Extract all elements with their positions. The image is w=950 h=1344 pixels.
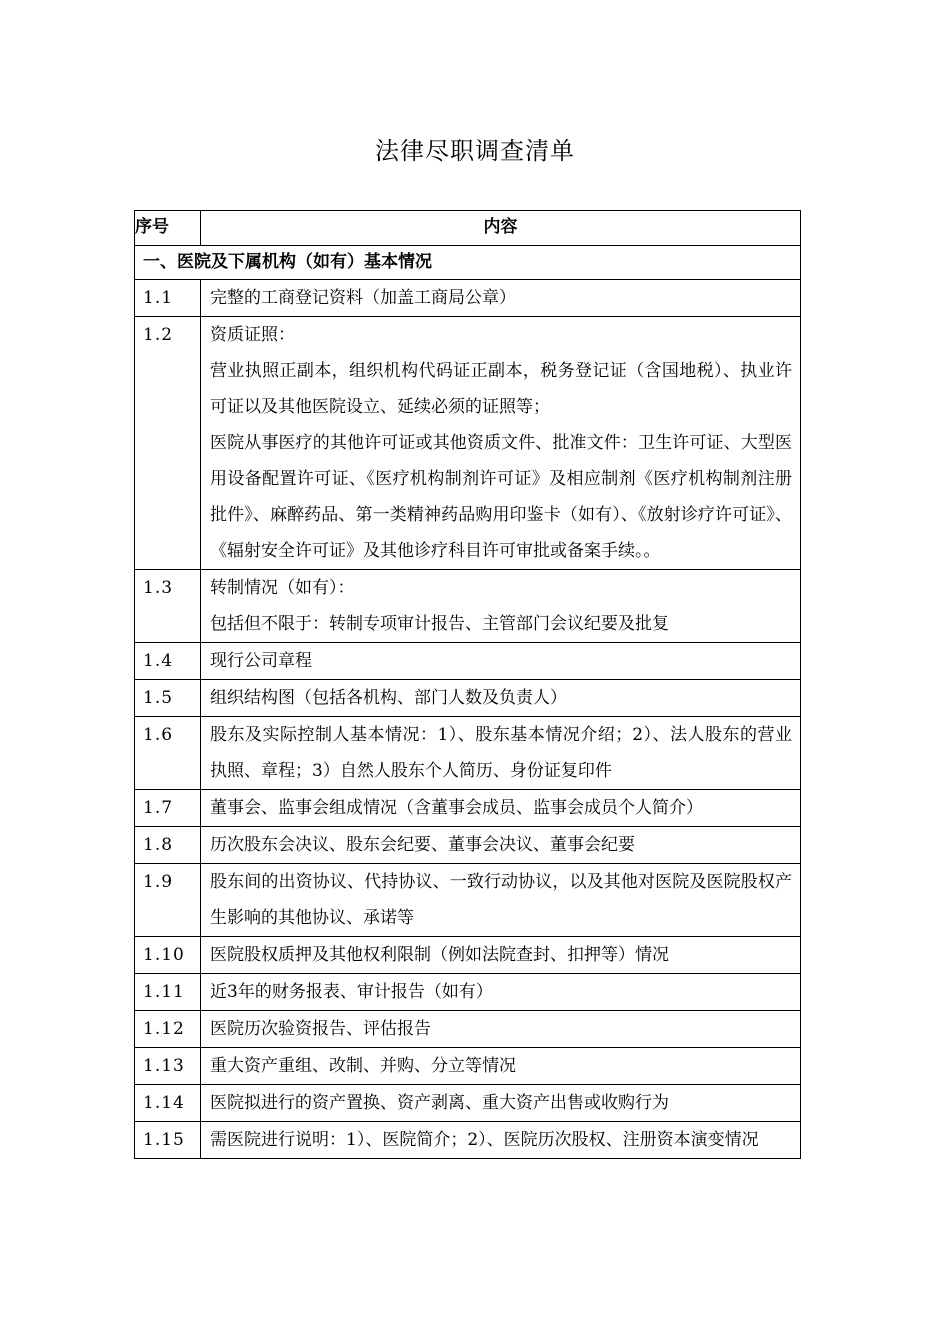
content-line: 医院股权质押及其他权利限制（例如法院查封、扣押等）情况 [210, 945, 669, 965]
section-title: 一、医院及下属机构（如有）基本情况 [135, 246, 801, 280]
table-row [135, 1011, 801, 1048]
table-row [135, 790, 801, 827]
row-number: 1.6 [135, 717, 201, 790]
table-row [135, 1048, 801, 1085]
row-content [201, 864, 801, 937]
content-line: 近3年的财务报表、审计报告（如有） [210, 982, 493, 1002]
row-content [201, 280, 801, 317]
content-line: 包括但不限于：转制专项审计报告、主管部门会议纪要及批复 [210, 614, 669, 634]
due-diligence-table [134, 210, 801, 1159]
row-number: 1.7 [135, 790, 201, 827]
table-row [135, 937, 801, 974]
row-number: 1.8 [135, 827, 201, 864]
table-row [135, 317, 801, 570]
table-header-row [135, 211, 801, 246]
table-row [135, 827, 801, 864]
row-number: 1.13 [135, 1048, 201, 1085]
table-row [135, 643, 801, 680]
row-content [201, 1011, 801, 1048]
row-number: 1.3 [135, 570, 201, 643]
row-content [201, 937, 801, 974]
row-number: 1.10 [135, 937, 201, 974]
row-number: 1.12 [135, 1011, 201, 1048]
content-line: 医院历次验资报告、评估报告 [210, 1019, 431, 1039]
row-number: 1.5 [135, 680, 201, 717]
row-content [201, 790, 801, 827]
row-content [201, 680, 801, 717]
row-content [201, 717, 801, 790]
row-content [201, 1048, 801, 1085]
row-content [201, 974, 801, 1011]
content-line: 需医院进行说明：1）、医院简介；2）、医院历次股权、注册资本演变情况 [210, 1130, 759, 1150]
content-line: 重大资产重组、改制、并购、分立等情况 [210, 1056, 516, 1076]
content-line: 转制情况（如有）： [210, 578, 355, 598]
table-row [135, 864, 801, 937]
header-content: 内容 [201, 211, 801, 246]
content-line: 组织结构图（包括各机构、部门人数及负责人） [210, 688, 567, 708]
table-row [135, 680, 801, 717]
row-number: 1.4 [135, 643, 201, 680]
row-content [201, 570, 801, 643]
row-content [201, 1122, 801, 1159]
table-row [135, 717, 801, 790]
content-line: 董事会、监事会组成情况（含董事会成员、监事会成员个人简介） [210, 798, 703, 818]
table-row [135, 280, 801, 317]
content-line: 完整的工商登记资料（加盖工商局公章） [210, 288, 516, 308]
row-number: 1.9 [135, 864, 201, 937]
row-number: 1.2 [135, 317, 201, 570]
table-row [135, 974, 801, 1011]
row-content [201, 1085, 801, 1122]
table-row [135, 570, 801, 643]
content-line: 股东间的出资协议、代持协议、一致行动协议，以及其他对医院及医院股权产生影响的其他协议、承诺等 [210, 872, 792, 928]
content-line: 资质证照： [210, 325, 295, 345]
content-line: 股东及实际控制人基本情况：1）、股东基本情况介绍；2）、法人股东的营业执照、章程；3）自然人股东个人简历、身份证复印件 [210, 725, 792, 781]
row-number: 1.15 [135, 1122, 201, 1159]
row-number: 1.11 [135, 974, 201, 1011]
content-line: 现行公司章程 [210, 651, 312, 671]
row-content [201, 317, 801, 570]
table-row [135, 1122, 801, 1159]
row-content [201, 643, 801, 680]
table-row [135, 1085, 801, 1122]
row-content [201, 827, 801, 864]
content-line: 营业执照正副本，组织机构代码证正副本，税务登记证（含国地税）、执业许可证以及其他医院设立、延续必须的证照等； [210, 361, 792, 417]
document-title: 法律尽职调查清单 [375, 137, 575, 165]
content-line: 医院从事医疗的其他许可证或其他资质文件、批准文件：卫生许可证、大型医用设备配置许可证、《医疗机构制剂许可证》及相应制剂《医疗机构制剂注册批件》、麻醉药品、第一类精神药品购用印鉴卡（如有）、《放射诊疗许可证》、《辐射安全许可证》及其他诊疗科目许可审批或备案手续。。 [210, 433, 792, 561]
section-row [135, 246, 801, 280]
content-line: 历次股东会决议、股东会纪要、董事会决议、董事会纪要 [210, 835, 635, 855]
row-number: 1.1 [135, 280, 201, 317]
content-line: 医院拟进行的资产置换、资产剥离、重大资产出售或收购行为 [210, 1093, 669, 1113]
header-no: 序号 [135, 211, 201, 246]
row-number: 1.14 [135, 1085, 201, 1122]
